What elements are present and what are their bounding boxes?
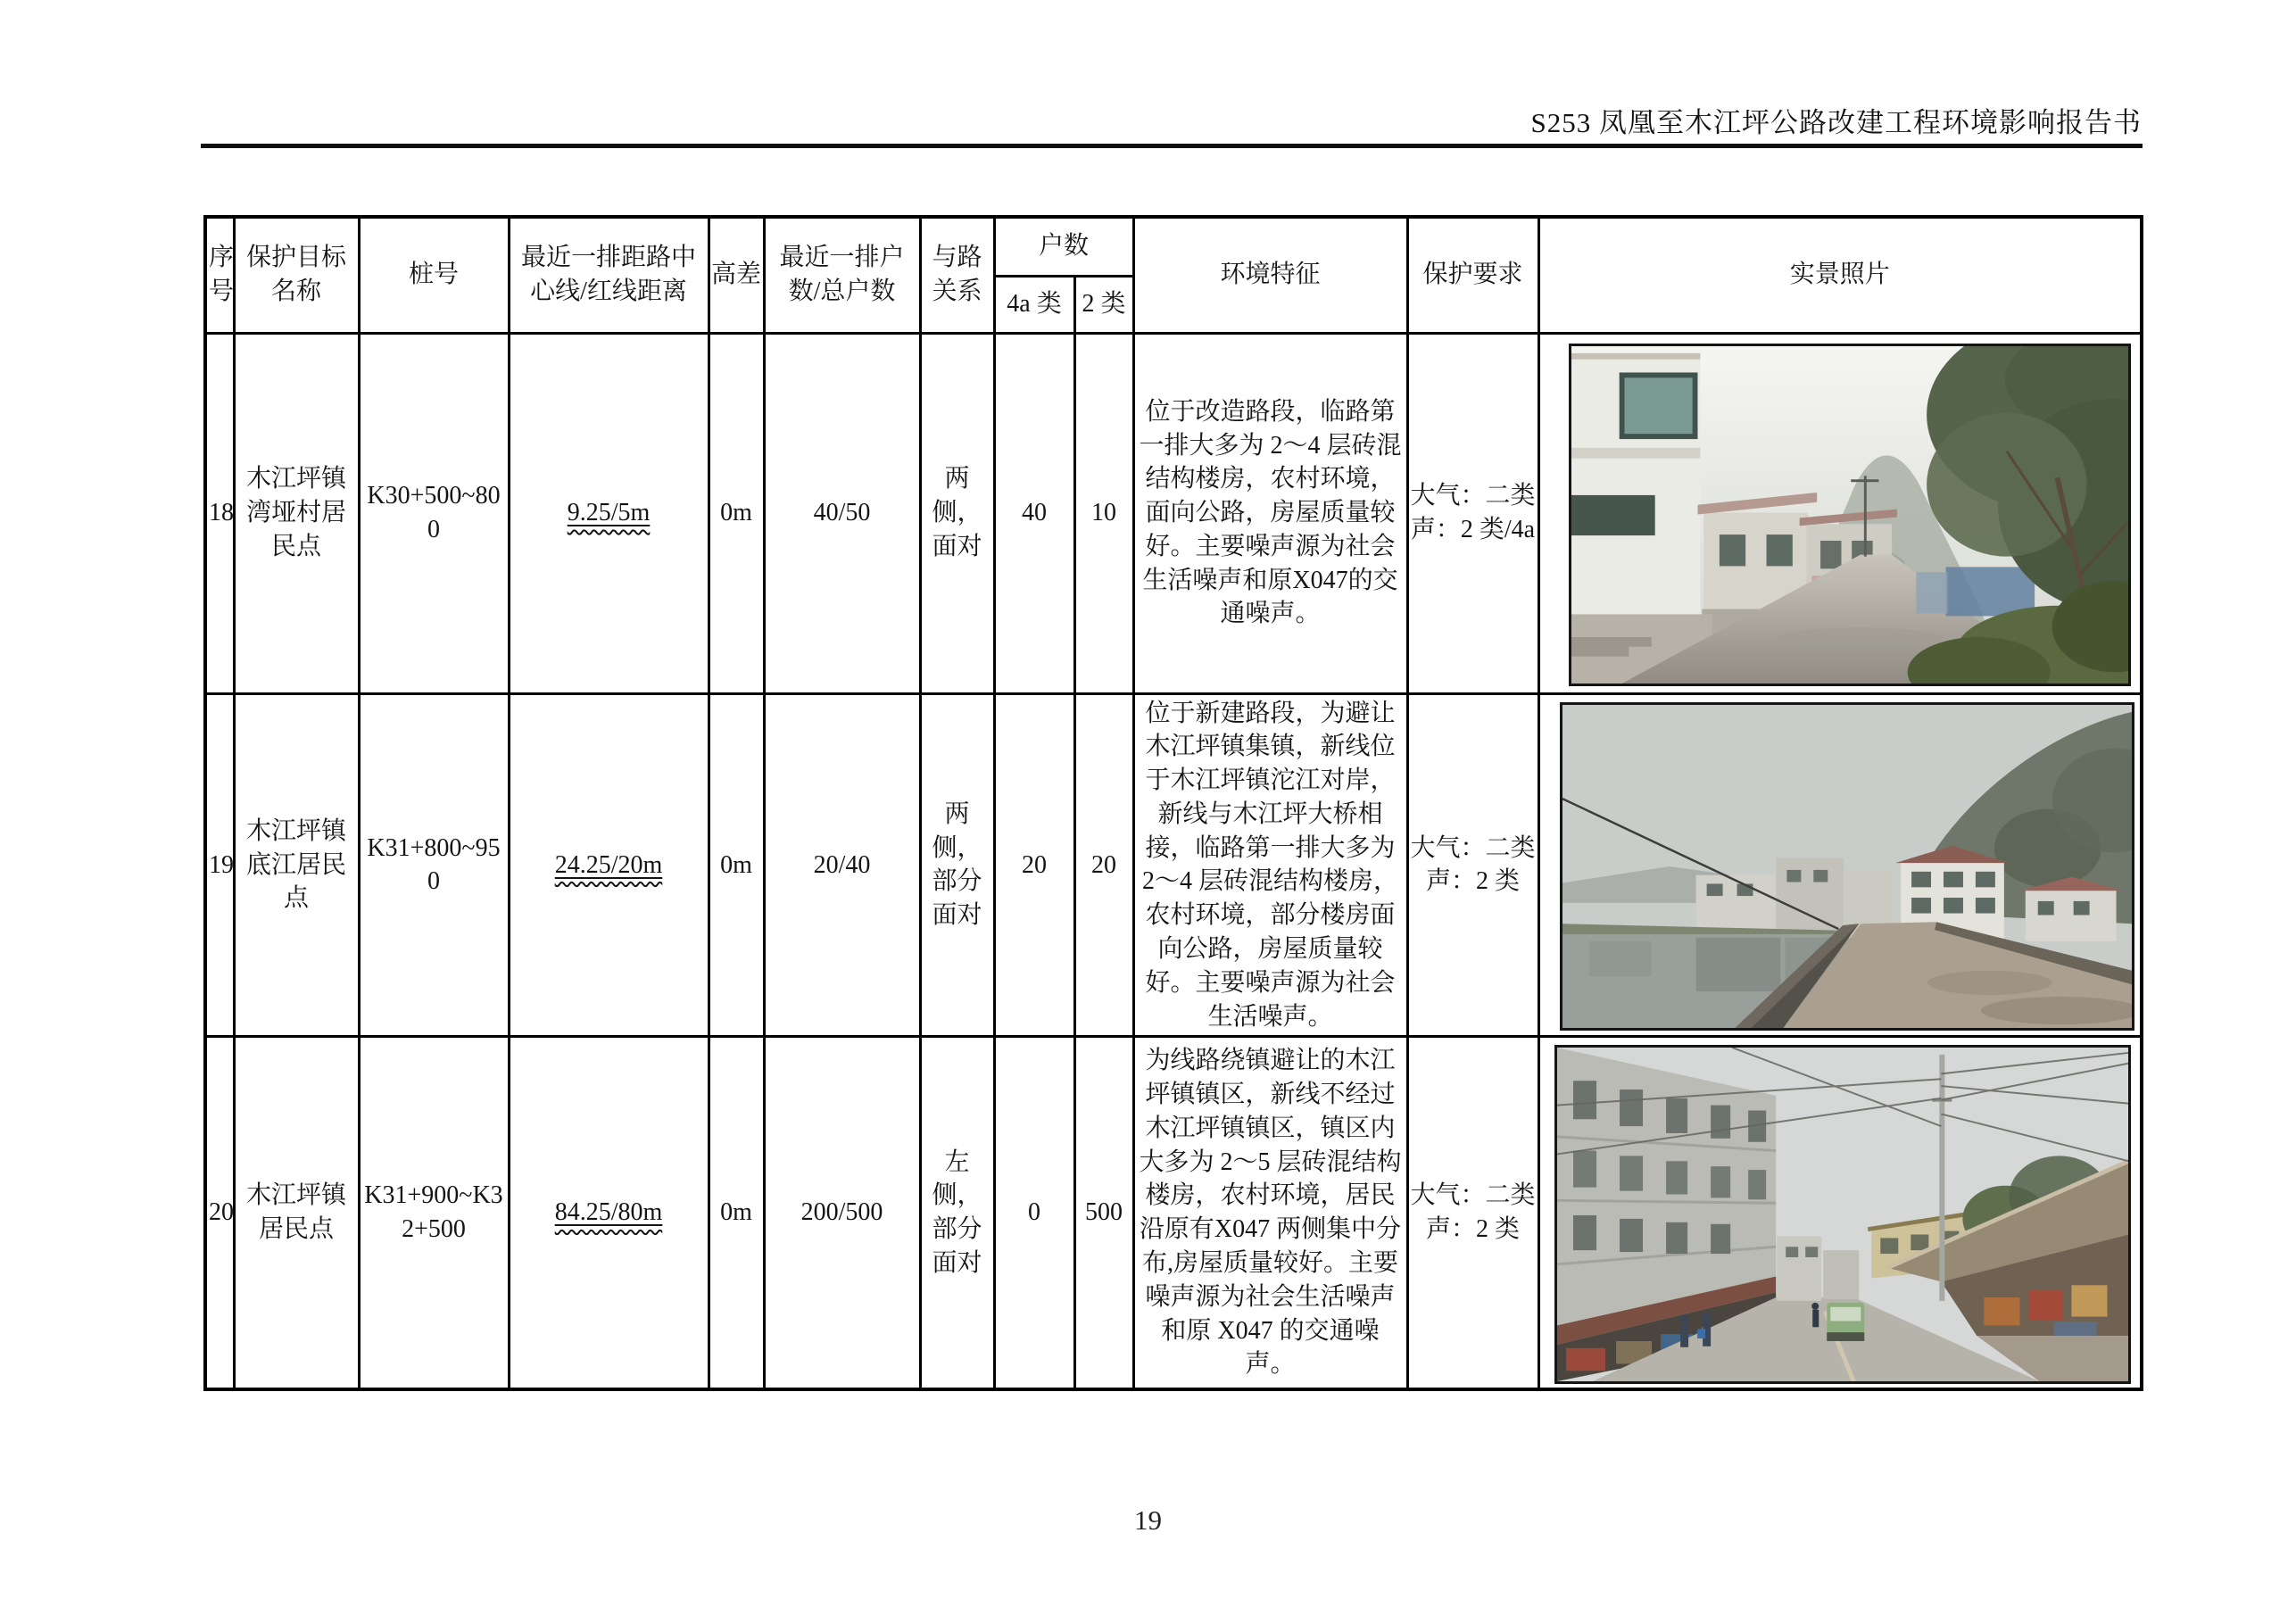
col-header-photo: 实景照片 xyxy=(1538,217,2142,333)
cell-households: 20/40 xyxy=(764,693,920,1037)
cell-env-features: 位于改造路段，临路第一排大多为 2～4 层砖混结构楼房，农村环境，面向公路，房屋质量较好。主要噪声源为社会生活噪声和原X047的交通噪声。 xyxy=(1133,333,1407,693)
cell-target-name: 木江坪镇底江居民点 xyxy=(234,693,359,1037)
protection-air: 大气：二类 xyxy=(1410,833,1536,862)
cell-height-diff: 0m xyxy=(709,693,764,1037)
col-header-seq: 序号 xyxy=(205,217,234,333)
cell-stake: K30+500~800 xyxy=(359,333,509,693)
cell-env-features: 为线路绕镇避让的木江坪镇镇区，新线不经过木江坪镇镇区，镇区内大多为 2～5 层砖混结构楼房，农村环境，居民沿原有X047 两侧集中分布,房屋质量较好。主要噪声源为社会生活噪声和原 X047 的交通噪声。 xyxy=(1133,1037,1407,1389)
protection-noise: 声：2 类 xyxy=(1426,867,1521,896)
cell-households: 40/50 xyxy=(764,333,920,693)
cell-class-2: 20 xyxy=(1074,693,1133,1037)
cell-protection-req xyxy=(1407,693,1538,1037)
col-header-road-relation: 与路关系 xyxy=(920,217,994,333)
protection-air: 大气：二类 xyxy=(1410,482,1536,510)
col-header-household-group: 户数 xyxy=(994,217,1133,276)
cell-seq: 19 xyxy=(205,693,234,1037)
protection-noise: 声：2 类 xyxy=(1426,1215,1521,1244)
cell-class-2: 500 xyxy=(1074,1037,1133,1389)
cell-target-name: 木江坪镇湾垭村居民点 xyxy=(234,333,359,693)
cell-distance: 84.25/80m xyxy=(509,1037,709,1389)
col-header-distance: 最近一排距路中心线/红线距离 xyxy=(509,217,709,333)
col-header-name: 保护目标名称 xyxy=(234,217,359,333)
col-header-class-4a: 4a 类 xyxy=(994,276,1074,333)
cell-seq: 20 xyxy=(205,1037,234,1389)
photo-town-street xyxy=(1554,1045,2132,1384)
cell-class-4a: 40 xyxy=(994,333,1074,693)
cell-photo xyxy=(1538,1037,2142,1389)
cell-distance: 24.25/20m xyxy=(509,693,709,1037)
protection-air: 大气：二类 xyxy=(1410,1181,1536,1210)
col-header-env-features: 环境特征 xyxy=(1133,217,1407,333)
cell-stake: K31+800~950 xyxy=(359,693,509,1037)
page-number: 19 xyxy=(1134,1504,1162,1536)
cell-photo xyxy=(1538,693,2142,1037)
col-header-height-diff: 高差 xyxy=(709,217,764,333)
col-header-protection-req: 保护要求 xyxy=(1407,217,1538,333)
cell-distance: 9.25/5m xyxy=(509,333,709,693)
header-rule xyxy=(201,144,2143,148)
cell-seq: 18 xyxy=(205,333,234,693)
table-row xyxy=(205,1037,2142,1389)
cell-protection-req xyxy=(1407,333,1538,693)
cell-households: 200/500 xyxy=(764,1037,920,1389)
cell-height-diff: 0m xyxy=(709,333,764,693)
table-row xyxy=(205,693,2142,1037)
table-row xyxy=(205,333,2142,693)
cell-road-relation: 两侧，部分面对 xyxy=(920,693,994,1037)
report-header-title: S253 凤凰至木江坪公路改建工程环境影响报告书 xyxy=(1530,107,2142,138)
col-header-class-2: 2 类 xyxy=(1074,276,1133,333)
protection-noise: 声：2 类/4a xyxy=(1410,516,1536,543)
cell-road-relation: 两侧，面对 xyxy=(920,333,994,693)
cell-target-name: 木江坪镇居民点 xyxy=(234,1037,359,1389)
cell-class-2: 10 xyxy=(1074,333,1133,693)
noise-protection-table xyxy=(203,215,2143,1391)
cell-photo xyxy=(1538,333,2142,693)
cell-class-4a: 0 xyxy=(994,1037,1074,1389)
photo-village-road xyxy=(1569,344,2132,686)
cell-protection-req xyxy=(1407,1037,1538,1389)
cell-road-relation: 左侧，部分面对 xyxy=(920,1037,994,1389)
col-header-stake: 桩号 xyxy=(359,217,509,333)
photo-river-embankment xyxy=(1560,702,2135,1031)
col-header-households: 最近一排户数/总户数 xyxy=(764,217,920,333)
cell-height-diff: 0m xyxy=(709,1037,764,1389)
cell-stake: K31+900~K32+500 xyxy=(359,1037,509,1389)
cell-class-4a: 20 xyxy=(994,693,1074,1037)
cell-env-features: 位于新建路段，为避让木江坪镇集镇，新线位于木江坪镇沱江对岸，新线与木江坪大桥相接，临路第一排大多为 2～4 层砖混结构楼房，农村环境，部分楼房面向公路，房屋质量较好。主要噪声源为社会生活噪声。 xyxy=(1133,693,1407,1037)
